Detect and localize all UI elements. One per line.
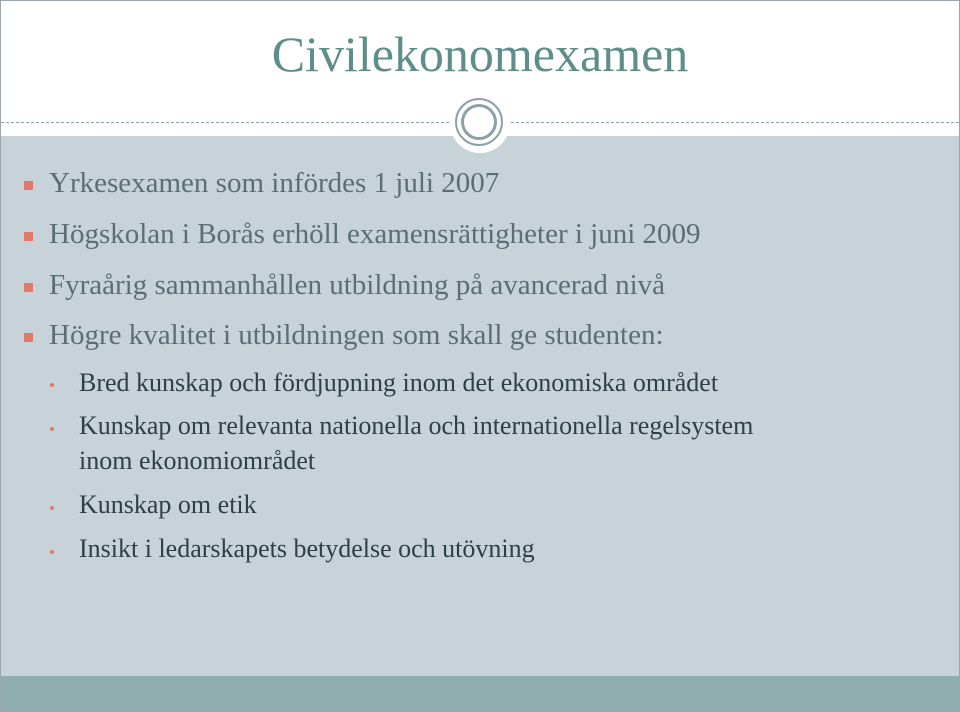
dot-bullet-icon xyxy=(50,383,54,387)
sub-bullet-item: Insikt i ledarskapets betydelse och utövning xyxy=(79,534,535,563)
bullet-item: Högre kvalitet i utbildningen som skall ge studenten: xyxy=(49,319,664,351)
bullet-item: Fyraårig sammanhållen utbildning på avancerad nivå xyxy=(49,269,666,301)
square-bullet-icon xyxy=(24,181,33,190)
sub-bullet-item-continuation: inom ekonomiområdet xyxy=(79,446,316,475)
square-bullet-icon xyxy=(24,232,33,241)
footer-band xyxy=(1,676,959,711)
content-area xyxy=(1,136,959,676)
sub-bullet-item: Kunskap om etik xyxy=(79,490,257,519)
bullet-item: Högskolan i Borås erhöll examensrättigheter i juni 2009 xyxy=(49,218,701,250)
dot-bullet-icon xyxy=(50,506,54,510)
square-bullet-icon xyxy=(24,333,33,342)
medallion-inner-ring xyxy=(461,104,497,140)
square-bullet-icon xyxy=(24,283,33,292)
dot-bullet-icon xyxy=(50,427,54,431)
sub-bullet-item: Kunskap om relevanta nationella och internationella regelsystem xyxy=(79,411,754,440)
slide-title: Civilekonomexamen xyxy=(271,26,689,82)
dot-bullet-icon xyxy=(50,550,54,554)
bullet-item: Yrkesexamen som infördes 1 juli 2007 xyxy=(49,167,500,199)
sub-bullet-item: Bred kunskap och fördjupning inom det ekonomiska området xyxy=(79,368,719,397)
